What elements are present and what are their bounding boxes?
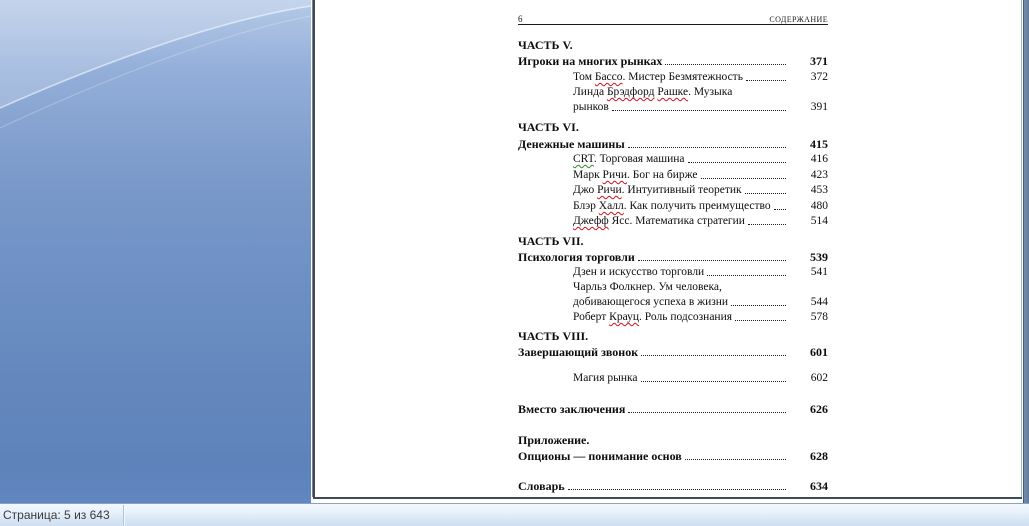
dot-leader (568, 489, 786, 490)
toc-page-number: 541 (810, 266, 828, 278)
header-title: СОДЕРЖАНИЕ (769, 15, 828, 24)
toc-page-number: 415 (810, 137, 828, 151)
toc-page-number: 628 (810, 449, 828, 463)
toc-page-number: 423 (810, 169, 828, 181)
dot-leader (707, 275, 786, 276)
toc-page-number: 634 (810, 479, 828, 493)
toc-entry-text: Игроки на многих рынках (518, 54, 663, 68)
toc-page-number: 453 (810, 184, 828, 196)
misspelled-word: CRT (573, 153, 594, 165)
toc-entry-text: Денежные машины (518, 137, 625, 151)
dot-leader (774, 209, 786, 210)
toc-entry (518, 168, 828, 182)
background-swoosh (0, 0, 311, 503)
misspelled-word: Брэдфорд (606, 86, 655, 98)
misspelled-word: Бассо (594, 71, 623, 83)
dot-leader (641, 381, 786, 382)
misspelled-word: Ричи (602, 169, 628, 181)
dot-leader (688, 162, 786, 163)
dot-leader (685, 459, 786, 460)
toc-entry (518, 295, 828, 309)
toc-page-number: 371 (810, 54, 828, 68)
toc-entry-text: Джо Ричи. Интуитивный теоретик (573, 184, 742, 196)
toc-page-number: 391 (810, 101, 828, 113)
status-bar (0, 503, 1029, 526)
dot-leader (638, 260, 786, 261)
desktop-background-panel (0, 0, 311, 503)
toc-entry-text: Дзен и искусство торговли (573, 266, 705, 278)
toc-entry (518, 479, 828, 493)
toc-entry-text: Вместо заключения (518, 402, 626, 416)
misspelled-word: Крауц (609, 311, 640, 323)
toc-entry (518, 371, 828, 385)
header-page-number: 6 (518, 14, 523, 24)
dot-leader (735, 320, 786, 321)
toc-entry (518, 199, 828, 213)
toc-entry-text: ЧАСТЬ VI. (518, 120, 579, 134)
toc-entry (518, 433, 828, 447)
misspelled-word: Рашке (657, 86, 689, 98)
toc-entry-text: Том Бассо. Мистер Безмятежность (573, 71, 743, 83)
toc-entry (518, 183, 828, 197)
toc-entry-text: Блэр Халл. Как получить преимущество (573, 200, 771, 212)
dot-leader (746, 80, 786, 81)
toc-entry-text: Психология торговли (518, 250, 635, 264)
toc-entry (518, 250, 828, 264)
toc-entry (518, 137, 828, 151)
toc-entry (518, 120, 828, 134)
dot-leader (665, 64, 786, 65)
dot-leader (612, 110, 786, 111)
toc-entry (518, 70, 828, 84)
toc-page-number: 601 (810, 345, 828, 359)
toc-entry-text: Джефф Ясс. Математика стратегии (573, 215, 745, 227)
dot-leader (748, 224, 786, 225)
document-page (315, 0, 1022, 497)
dot-leader (731, 305, 786, 306)
toc-entry (518, 234, 828, 248)
status-page-indicator[interactable]: Страница: 5 из 643 (3, 508, 110, 522)
toc-entry-text: Линда Брэдфорд Рашке. Музыка (573, 86, 733, 98)
toc-entry-text: Опционы — понимание основ (518, 449, 682, 463)
toc-entry-text: ЧАСТЬ V. (518, 38, 573, 52)
toc-entry-text: добивающегося успеха в жизни (573, 296, 729, 308)
toc-page-number: 480 (810, 200, 828, 212)
toc-entry (518, 85, 828, 99)
toc-entry (518, 310, 828, 324)
toc-entry-text: Словарь (518, 479, 565, 493)
toc-entry (518, 265, 828, 279)
dot-leader (628, 147, 786, 148)
right-edge-strip (1023, 0, 1029, 503)
toc-entry-text: Марк Ричи. Бог на бирже (573, 169, 698, 181)
toc-entry-text: ЧАСТЬ VIII. (518, 329, 589, 343)
misspelled-word: Халл (598, 200, 624, 212)
dot-leader (745, 193, 786, 194)
toc-page-number: 602 (810, 372, 828, 384)
toc-entry-text: Магия рынка (573, 372, 638, 384)
toc-entry-text: ЧАСТЬ VII. (518, 234, 584, 248)
toc-entry (518, 214, 828, 228)
dot-leader (628, 412, 786, 413)
toc-entry-text: рынков (573, 101, 609, 113)
toc-entry-text: Чарльз Фолкнер. Ум человека, (573, 281, 722, 293)
toc-page-number: 416 (810, 153, 828, 165)
toc-entry-text: Роберт Крауц. Роль подсознания (573, 311, 733, 323)
toc-page-number: 544 (810, 296, 828, 308)
toc-entry (518, 152, 828, 166)
toc-page-number: 539 (810, 250, 828, 264)
toc-page-number: 514 (810, 215, 828, 227)
toc-entry (518, 54, 828, 68)
toc-entry-text: Приложение. (518, 433, 590, 447)
toc-entry (518, 329, 828, 343)
toc-page-number: 372 (810, 71, 828, 83)
toc-page-number: 578 (810, 311, 828, 323)
misspelled-word: Джефф (573, 215, 609, 227)
dot-leader (641, 355, 786, 356)
misspelled-word: Ричи (597, 184, 622, 196)
status-separator (123, 505, 124, 525)
toc-entry (518, 280, 828, 294)
toc-entry (518, 345, 828, 359)
toc-entry (518, 100, 828, 114)
toc-entry-text: Завершающий звонок (518, 345, 639, 359)
toc-entry-text: CRT. Торговая машина (573, 153, 685, 165)
toc-entry (518, 449, 828, 463)
dot-leader (701, 178, 786, 179)
toc-page-number: 626 (810, 402, 828, 416)
toc-entry (518, 38, 828, 52)
toc-entry (518, 402, 828, 416)
table-of-contents (518, 0, 828, 497)
